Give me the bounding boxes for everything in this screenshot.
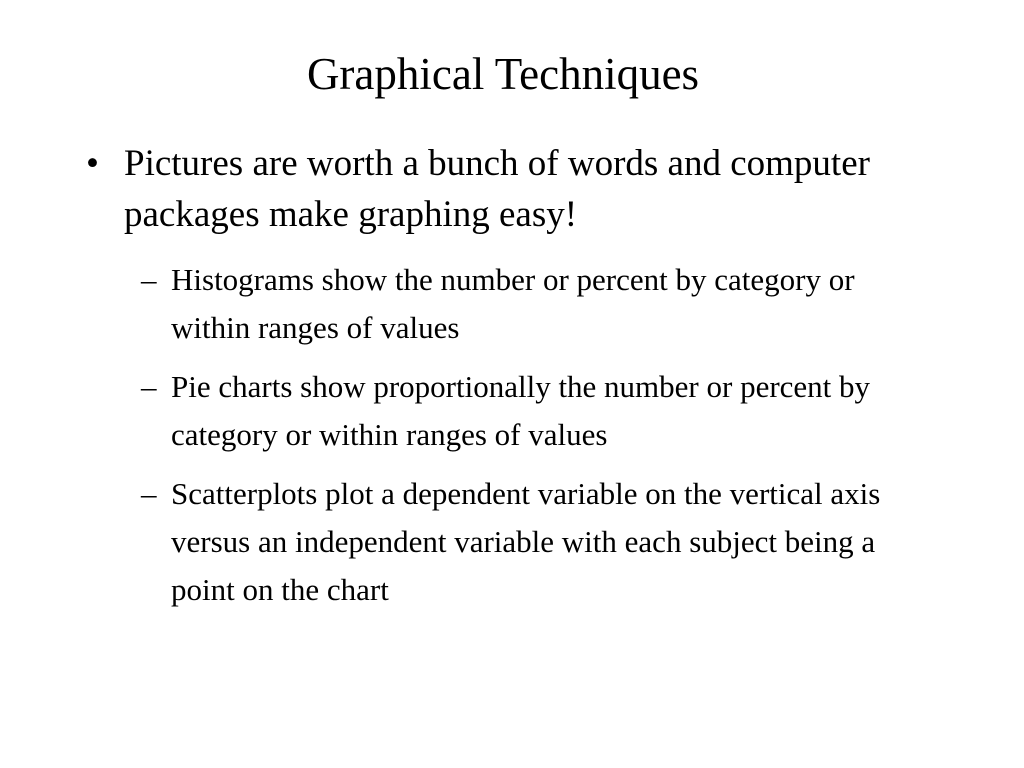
- dash-marker: –: [141, 262, 157, 297]
- dash-marker: –: [141, 369, 157, 404]
- sub-bullet-list: [133, 256, 933, 625]
- sub-bullet-scatterplots: [133, 470, 933, 614]
- sub-bullet-text: Pie charts show proportionally the number or percent by category or within ranges of values: [171, 369, 871, 452]
- sub-bullet-text: Scatterplots plot a dependent variable on the vertical axis versus an independent variable with each subject being a point on the chart: [171, 476, 881, 607]
- sub-bullet-histograms: [133, 256, 933, 352]
- sub-bullet-text: Histograms show the number or percent by category or within ranges of values: [171, 262, 855, 345]
- main-bullet: [86, 138, 916, 240]
- bullet-marker: •: [86, 143, 99, 184]
- sub-bullet-pie-charts: [133, 363, 933, 459]
- dash-marker: –: [141, 476, 157, 511]
- main-bullet-text: Pictures are worth a bunch of words and computer packages make graphing easy!: [124, 143, 870, 235]
- slide-title: Graphical Techniques: [306, 49, 700, 99]
